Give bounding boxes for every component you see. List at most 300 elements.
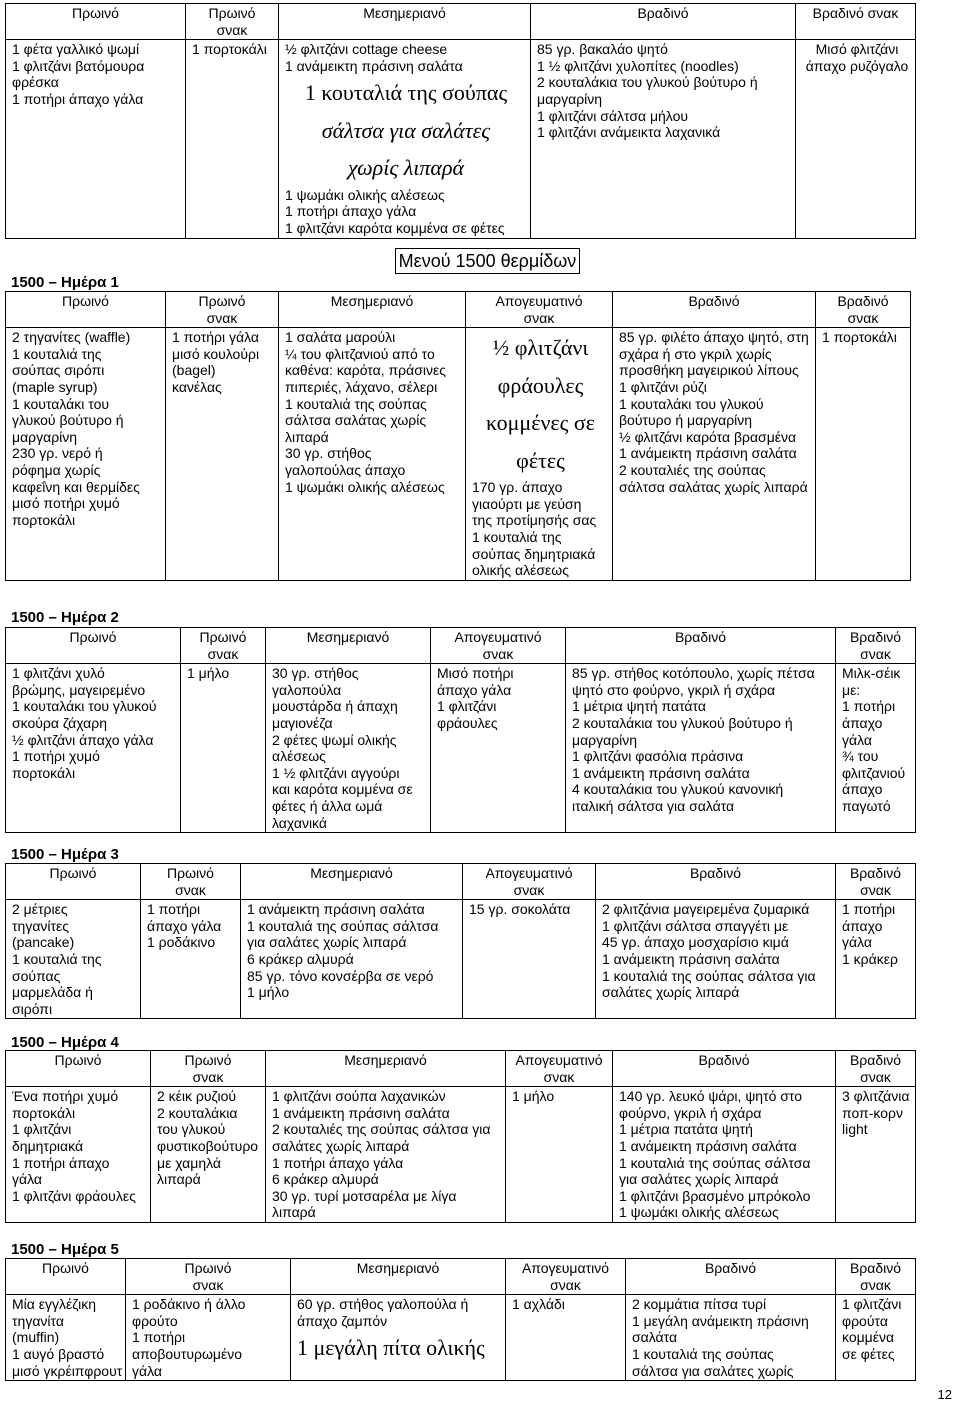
meal-cell-evening-snack xyxy=(836,1087,916,1223)
column-header-label: Πρωινό xyxy=(199,629,247,645)
column-header-label: Πρωινό xyxy=(54,1052,102,1068)
meal-cell-afternoon-snack xyxy=(506,1087,613,1223)
meal-item: 4 κουταλάκια του γλυκού κανονική xyxy=(572,781,784,798)
meal-item: 1 φλιτζάνι σάλτσα σπαγγέτι με xyxy=(602,917,789,934)
meal-cell-dinner xyxy=(613,1087,836,1223)
meal-item: Μισό ποτήρι xyxy=(437,665,514,682)
meal-item: 2 κουταλιές της σούπας σάλτσα για xyxy=(272,1121,491,1138)
meal-item: άπαχο xyxy=(842,781,883,798)
meal-item: 1 ψωμάκι ολικής αλέσεως xyxy=(285,478,445,495)
meal-item: φέτες ή άλλα ωμά xyxy=(272,797,383,814)
column-header-morning-snack xyxy=(126,1259,291,1295)
meal-item: 170 γρ. άπαχο xyxy=(472,479,563,496)
meal-item: πορτοκάλι xyxy=(12,1104,76,1121)
meal-item: 1 κουταλιά της xyxy=(12,345,102,362)
meal-item: του γλυκού xyxy=(157,1121,226,1138)
meal-item: μισό κουλούρι xyxy=(172,345,260,362)
day-heading: 1500 – Ημέρα 5 xyxy=(11,1241,119,1258)
column-header-lunch xyxy=(266,1051,506,1087)
meal-item: σαλάτα xyxy=(632,1329,678,1346)
meal-item: 2 κουταλιές της σούπας xyxy=(619,461,766,478)
meal-item: μουστάρδα ή άπαχη xyxy=(272,698,398,715)
column-header-label: Βραδινό xyxy=(698,1052,750,1068)
column-header-afternoon-snack xyxy=(466,292,613,328)
meal-item: Μιλκ-σέικ xyxy=(842,665,901,682)
column-header-label: σνακ xyxy=(523,309,555,326)
meal-item: καφεΐνη και θερμίδες xyxy=(12,478,140,495)
meal-cell-morning-snack xyxy=(186,40,279,238)
meal-item: ρόφημα χωρίς xyxy=(12,461,101,478)
meals-row xyxy=(6,328,911,581)
column-header-label: Πρωινό xyxy=(72,5,119,21)
column-header-label: Μεσημεριανό xyxy=(330,293,414,309)
meal-item: 1 φλιτζάνι καρότα κομμένα σε φέτες xyxy=(285,220,505,237)
meal-item: 1 σαλάτα μαρούλι xyxy=(285,329,396,346)
meals-row xyxy=(6,900,916,1019)
column-header-lunch xyxy=(266,628,431,664)
meal-item: 2 τηγανίτες (waffle) xyxy=(12,329,131,346)
meal-item: 1 ψωμάκι ολικής αλέσεως xyxy=(619,1204,779,1221)
meal-item: 1 μεγάλη ανάμεικτη πράσινη xyxy=(632,1312,809,1329)
column-header-label: Μεσημεριανό xyxy=(356,1260,440,1276)
header-row xyxy=(6,628,916,664)
meal-cell-morning-snack xyxy=(141,900,241,1019)
column-header-label: Μεσημεριανό xyxy=(344,1052,427,1068)
meal-item: σαλάτες χωρίς λιπαρά xyxy=(602,984,740,1001)
meal-item: 2 κουταλάκια του γλυκού βούτυρο ή xyxy=(572,714,793,731)
meal-item: σιρόπι xyxy=(12,1000,53,1017)
meal-item: Ένα ποτήρι χυμό xyxy=(12,1088,119,1105)
meal-item: άπαχο ρυζόγαλο xyxy=(805,57,909,74)
meal-cell-breakfast xyxy=(6,664,181,833)
column-header-label: σνακ xyxy=(192,1068,224,1085)
meal-cell-afternoon-snack xyxy=(431,664,566,833)
meal-item: 1 κουταλάκι του xyxy=(12,395,110,412)
column-header-evening-snack xyxy=(836,1259,916,1295)
meal-item: γαλοπούλα xyxy=(272,681,342,698)
column-header-label: σνακ xyxy=(513,881,545,898)
column-header-label: σνακ xyxy=(860,1068,891,1085)
meal-item: 1 ανάμεικτη πράσινη σαλάτα xyxy=(619,1137,797,1154)
meal-item: 1 ανάμεικτη πράσινη σαλάτα xyxy=(247,901,425,918)
meal-item: τηγανίτες xyxy=(12,917,70,934)
meal-item: 1 ποτήρι xyxy=(132,1329,186,1346)
meal-item: light xyxy=(842,1121,868,1138)
meal-cell-breakfast xyxy=(6,328,166,581)
meal-item: καθένα: καρότα, πράσινες xyxy=(285,362,446,379)
column-header-evening-snack xyxy=(836,864,916,900)
column-header-afternoon-snack xyxy=(431,628,566,664)
meal-item: φρούτο xyxy=(132,1312,178,1329)
meal-cell-morning-snack xyxy=(181,664,266,833)
meal-item: 1 κουταλιά της σούπας σάλτσα xyxy=(247,917,439,934)
meal-item: 1 ανάμεικτη πράσινη σαλάτα xyxy=(619,445,797,462)
meal-item: 1 κράκερ xyxy=(842,950,898,967)
meal-item: φυστικοβούτυρο xyxy=(157,1137,259,1154)
meal-item: 1 ροδάκινο ή άλλο xyxy=(132,1296,246,1313)
column-header-label: σνακ xyxy=(206,309,238,326)
meal-item: 1 πορτοκάλι xyxy=(192,41,267,58)
meal-item: (pancake) xyxy=(12,934,75,951)
header-row xyxy=(6,1259,916,1295)
meal-item: βρώμης, μαγειρεμένο xyxy=(12,681,146,698)
meal-item: 1 ανάμεικτη πράσινη σαλάτα xyxy=(272,1104,450,1121)
continued-day-section xyxy=(5,3,916,239)
meal-item: 1 κουταλιά της σούπας xyxy=(285,395,427,412)
meal-item: 2 φλιτζάνια μαγειρεμένα ζυμαρικά xyxy=(602,901,810,918)
meal-item: 1 ποτήρι xyxy=(842,901,896,918)
meal-cell-dinner xyxy=(626,1295,836,1381)
meal-item: σούπας σιρόπι xyxy=(12,362,105,379)
meal-cell-lunch xyxy=(279,40,531,238)
meal-cell-lunch xyxy=(266,664,431,833)
day-heading: 1500 – Ημέρα 3 xyxy=(11,846,119,863)
meal-item: 1 μήλο xyxy=(247,984,290,1001)
meal-item: γάλα xyxy=(12,1171,42,1188)
meal-item: μισό ποτήρι χυμό xyxy=(12,495,120,512)
column-header-label: Απογευματινό xyxy=(454,629,542,645)
meal-item: 1 μέτρια ψητή πατάτα xyxy=(572,698,706,715)
meal-cell-lunch xyxy=(266,1087,506,1223)
meal-table xyxy=(5,1050,916,1223)
meal-item: 1 ποτήρι άπαχο γάλα xyxy=(12,90,144,107)
column-header-breakfast xyxy=(6,1259,126,1295)
day-1-section xyxy=(5,291,911,581)
meal-item: λιπαρά xyxy=(272,1204,316,1221)
meal-item: φρέσκα xyxy=(12,74,59,91)
day-heading: 1500 – Ημέρα 1 xyxy=(11,274,119,291)
column-header-breakfast xyxy=(6,1051,151,1087)
meal-item: 1 αχλάδι xyxy=(512,1296,565,1313)
column-header-dinner xyxy=(613,1051,836,1087)
column-header-label: σνακ xyxy=(482,645,514,662)
table-body xyxy=(6,864,916,1019)
meal-cell-evening-snack xyxy=(836,664,916,833)
meal-item: 1 ποτήρι άπαχο γάλα xyxy=(285,203,417,220)
column-header-label: Πρωινό xyxy=(198,293,246,309)
meal-item: φράουλες xyxy=(437,714,498,731)
meal-item: 15 γρ. σοκολάτα xyxy=(469,901,571,918)
column-header-label: Βραδινό xyxy=(674,629,727,645)
meal-item: σαλάτες χωρίς λιπαρά xyxy=(272,1137,410,1154)
meal-item: ¼ του φλιτζανιού από το xyxy=(285,345,435,362)
meal-item: ½ φλιτζάνι καρότα βρασμένα xyxy=(619,428,797,445)
meal-item: χωρίς λιπαρά xyxy=(347,155,465,181)
meal-item: 1 κουταλιά της σούπας σάλτσα για xyxy=(602,967,816,984)
page-number: 12 xyxy=(937,1387,952,1402)
meal-item: 1 φέτα γαλλικό ψωμί xyxy=(12,41,140,58)
meal-item: σούπας xyxy=(12,967,61,984)
meal-cell-evening-snack xyxy=(796,40,916,238)
meal-item: (bagel) xyxy=(172,362,216,379)
column-header-label: Βραδινό xyxy=(849,1260,902,1276)
column-header-label: Μεσημεριανό xyxy=(306,629,390,645)
meal-item: για σαλάτες χωρίς λιπαρά xyxy=(247,934,407,951)
meal-item: 1 φλιτζάνι ρύζι xyxy=(619,378,707,395)
meal-item: 1 ποτήρι άπαχο γάλα xyxy=(272,1154,404,1171)
meal-cell-morning-snack xyxy=(151,1087,266,1223)
meal-item: 2 κομμάτια πίτσα τυρί xyxy=(632,1296,767,1313)
column-header-label: Βραδινό xyxy=(704,1260,757,1276)
meal-item: 230 γρ. νερό ή xyxy=(12,445,103,462)
column-header-lunch xyxy=(279,292,466,328)
column-header-label: σνακ xyxy=(216,21,248,38)
day-5-section xyxy=(5,1258,916,1381)
meal-item: της προτίμησής σας xyxy=(472,512,597,529)
meal-item: κομμένες σε xyxy=(486,410,595,436)
column-header-afternoon-snack xyxy=(506,1051,613,1087)
column-header-morning-snack xyxy=(186,4,279,40)
day-2-section xyxy=(5,627,916,833)
column-header-morning-snack xyxy=(141,864,241,900)
meal-cell-dinner xyxy=(531,40,796,238)
column-header-label: Βραδινό xyxy=(849,629,902,645)
meal-item: φέτες xyxy=(516,447,565,473)
meal-cell-dinner xyxy=(596,900,836,1019)
meal-item: άπαχο xyxy=(842,917,883,934)
meals-row xyxy=(6,1087,916,1223)
meal-item: 1 μήλο xyxy=(187,665,230,682)
column-header-label: Βραδινό xyxy=(688,293,740,309)
column-header-label: Πρωινό xyxy=(184,1260,232,1276)
meal-cell-morning-snack xyxy=(126,1295,291,1381)
meal-cell-afternoon-snack xyxy=(506,1295,626,1381)
meal-item: και καρότα κομμένα σε xyxy=(272,781,413,798)
meal-item: 30 γρ. στήθος xyxy=(285,445,372,462)
meal-item: γαλοπούλας άπαχο xyxy=(285,461,406,478)
meal-item: μαργαρίνη xyxy=(12,428,78,445)
meal-item: τηγανίτα xyxy=(12,1312,64,1329)
column-header-evening-snack xyxy=(836,628,916,664)
meal-item: γιαούρτι με γεύση xyxy=(472,495,582,512)
meals-row xyxy=(6,1295,916,1381)
column-header-label: Απογευματινό xyxy=(485,865,573,881)
meal-item: 2 φέτες ψωμί ολικής xyxy=(272,731,397,748)
meal-item: 1 φλιτζάνι φράουλες xyxy=(12,1187,136,1204)
column-header-evening-snack xyxy=(796,4,916,40)
meal-item: 1 φλιτζάνι xyxy=(842,1296,902,1313)
meal-item: 1 κουταλιά της σούπας xyxy=(304,80,508,106)
meal-item: 1 κουταλιά της σούπας xyxy=(632,1345,774,1362)
meal-item: μαγιονέζα xyxy=(272,714,333,731)
meal-item: 30 γρ. στήθος xyxy=(272,665,359,682)
meal-table xyxy=(5,291,911,581)
meal-cell-dinner xyxy=(566,664,836,833)
meal-cell-dinner xyxy=(613,328,816,581)
meal-item: σούπας δημητριακά xyxy=(472,545,596,562)
meal-item: 1 ψωμάκι ολικής αλέσεως xyxy=(285,186,445,203)
meal-item: ½ φλιτζάνι άπαχο γάλα xyxy=(12,731,154,748)
column-header-label: Βραδινό xyxy=(637,5,689,21)
meal-item: 1 ποτήρι γάλα xyxy=(172,329,259,346)
meal-table xyxy=(5,627,916,833)
meal-item: παγωτό xyxy=(842,797,891,814)
header-row xyxy=(6,864,916,900)
meal-item: Μισό φλιτζάνι xyxy=(815,41,899,58)
column-header-label: Πρωινό xyxy=(62,293,109,309)
meal-item: σάλτσα σαλάτας χωρίς λιπαρά xyxy=(619,478,808,495)
column-header-dinner xyxy=(626,1259,836,1295)
meal-cell-afternoon-snack xyxy=(463,900,596,1019)
column-header-morning-snack xyxy=(151,1051,266,1087)
meal-item: 1 φλιτζάνι σάλτσα μήλου xyxy=(537,107,689,124)
meal-item: φλιτζανιού xyxy=(842,764,906,781)
meal-item: ιταλική σάλτσα για σαλάτα xyxy=(572,797,735,814)
meal-item: 1 φλιτζάνι xyxy=(12,1121,72,1138)
meal-cell-lunch xyxy=(291,1295,506,1381)
column-header-label: σνακ xyxy=(860,1276,891,1293)
column-header-label: Πρωινό xyxy=(69,629,117,645)
column-header-label: σνακ xyxy=(543,1068,575,1085)
column-header-label: Απογευματινό xyxy=(495,293,583,309)
meal-item: λιπαρά xyxy=(157,1171,201,1188)
meal-item: 1 κουταλιά της σούπας σάλτσα xyxy=(619,1154,811,1171)
meal-item: φράουλες xyxy=(497,372,584,398)
meal-item: 1 φλιτζάνι βατόμουρα xyxy=(12,57,145,74)
column-header-label: σνακ xyxy=(207,645,239,662)
column-header-label: Πρωινό xyxy=(42,1260,89,1276)
column-header-afternoon-snack xyxy=(463,864,596,900)
column-header-label: Μεσημεριανό xyxy=(310,865,393,881)
meal-item: 60 γρ. στήθος γαλοπούλα ή xyxy=(297,1296,469,1313)
meal-cell-breakfast xyxy=(6,40,186,238)
table-body xyxy=(6,1259,916,1381)
table-body xyxy=(6,628,916,833)
meal-item: γάλα xyxy=(132,1362,162,1379)
meal-item: 85 γρ. στήθος κοτόπουλο, χωρίς πέτσα xyxy=(572,665,815,682)
meal-item: 1 ποτήρι xyxy=(147,901,201,918)
meal-item: 1 ανάμεικτη πράσινη σαλάτα xyxy=(602,950,780,967)
column-header-label: σνακ xyxy=(175,881,206,898)
meal-item: 2 κέικ ρυζιού xyxy=(157,1088,237,1105)
column-header-dinner xyxy=(613,292,816,328)
meal-item: 2 μέτριες xyxy=(12,901,68,918)
meal-item: σάλτσα για σαλάτες xyxy=(321,117,491,143)
meal-item: δημητριακά xyxy=(12,1137,84,1154)
header-row xyxy=(6,4,916,40)
meal-table xyxy=(5,1258,916,1381)
meal-item: 85 γρ. τόνο κονσέρβα σε νερό xyxy=(247,967,434,984)
table-body xyxy=(6,292,911,581)
column-header-lunch xyxy=(241,864,463,900)
column-header-label: Πρωινό xyxy=(167,865,214,881)
meal-item: 1 φλιτζάνι χυλό xyxy=(12,665,105,682)
meal-item: για σαλάτες χωρίς λιπαρά xyxy=(619,1171,779,1188)
meal-item: προσθήκη μαγειρικού λίπους xyxy=(619,362,799,379)
meal-item: με: xyxy=(842,681,861,698)
meal-item: γλυκού βούτυρο ή xyxy=(12,412,124,429)
meal-cell-breakfast xyxy=(6,1295,126,1381)
meal-item: ¾ του xyxy=(842,748,879,765)
column-header-label: Απογευματινό xyxy=(515,1052,603,1068)
meal-item: 30 γρ. τυρί μοτσαρέλα με λίγα xyxy=(272,1187,457,1204)
column-header-dinner xyxy=(531,4,796,40)
meal-item: γάλα xyxy=(842,731,872,748)
meal-item: αποβουτυρωμένο xyxy=(132,1345,243,1362)
column-header-evening-snack xyxy=(836,1051,916,1087)
meal-item: σκούρα ζάχαρη xyxy=(12,714,108,731)
column-header-dinner xyxy=(566,628,836,664)
meal-item: 1 κουταλιά της xyxy=(472,528,562,545)
meal-item: μαρμελάδα ή xyxy=(12,984,93,1001)
day-4-section xyxy=(5,1050,916,1223)
table-body xyxy=(6,1051,916,1223)
meal-item: 1 μεγάλη πίτα ολικής xyxy=(297,1335,485,1361)
meal-cell-morning-snack xyxy=(166,328,279,581)
meal-item: 1 ποτήρι xyxy=(842,698,896,715)
meal-item: 1 ροδάκινο xyxy=(147,934,216,951)
column-header-label: σνακ xyxy=(192,1276,224,1293)
meal-item: βούτυρο ή μαργαρίνη xyxy=(619,412,753,429)
header-row xyxy=(6,1051,916,1087)
meal-item: κομμένα xyxy=(842,1329,895,1346)
meal-item: (maple syrup) xyxy=(12,378,98,395)
meal-item: 45 γρ. άπαχο μοσχαρίσιο κιμά xyxy=(602,934,789,951)
meal-item: αλέσεως xyxy=(272,748,326,765)
meal-item: 6 κράκερ αλμυρά xyxy=(247,950,354,967)
meal-item: ψητό στο φούρνο, γκριλ ή σχάρα xyxy=(572,681,776,698)
column-header-label: Βραδινό xyxy=(849,865,902,881)
meal-item: ½ φλιτζάνι xyxy=(492,335,589,361)
meal-item: μαργαρίνη xyxy=(537,90,603,107)
day-heading: 1500 – Ημέρα 4 xyxy=(11,1034,119,1051)
column-header-breakfast xyxy=(6,864,141,900)
meal-item: κανέλας xyxy=(172,378,222,395)
meal-item: μαργαρίνη xyxy=(572,731,638,748)
day-3-section xyxy=(5,863,916,1019)
meals-row xyxy=(6,664,916,833)
meal-item: 2 κουταλάκια xyxy=(157,1104,238,1121)
column-header-label: Απογευματινό xyxy=(521,1260,610,1276)
meal-item: άπαχο ζαμπόν xyxy=(297,1312,388,1329)
meal-cell-afternoon-snack xyxy=(466,328,613,581)
column-header-lunch xyxy=(279,4,531,40)
meal-item: 1 φλιτζάνι σούπα λαχανικών xyxy=(272,1088,446,1105)
meal-item: 85 γρ. φιλέτο άπαχο ψητό, στη xyxy=(619,329,809,346)
meal-item: 1 φλιτζάνι βρασμένο μπρόκολο xyxy=(619,1187,811,1204)
meal-item: φρούτα xyxy=(842,1312,888,1329)
meal-cell-evening-snack xyxy=(816,328,911,581)
column-header-label: Βραδινό xyxy=(849,1052,902,1068)
meal-item: με χαμηλά xyxy=(157,1154,221,1171)
table-body xyxy=(6,4,916,239)
meal-item: 1 ανάμεικτη πράσινη σαλάτα xyxy=(572,764,750,781)
meal-item: 140 γρ. λευκό ψάρι, ψητό στο xyxy=(619,1088,803,1105)
column-header-label: Μεσημεριανό xyxy=(363,5,446,21)
column-header-evening-snack xyxy=(816,292,911,328)
meal-table xyxy=(5,3,916,239)
column-header-morning-snack xyxy=(181,628,266,664)
column-header-label: Βραδινό xyxy=(837,293,889,309)
meal-item: 1 κουταλιά της xyxy=(12,950,102,967)
column-header-label: σνακ xyxy=(860,881,891,898)
meal-item: άπαχο xyxy=(842,714,883,731)
meal-item: 1 μέτρια πατάτα ψητή xyxy=(619,1121,753,1138)
meal-item: 1 ανάμεικτη πράσινη σαλάτα xyxy=(285,57,463,74)
meal-item: γάλα xyxy=(842,934,872,951)
column-header-lunch xyxy=(291,1259,506,1295)
meal-item: φούρνο, γκριλ ή σχάρα xyxy=(619,1104,762,1121)
meal-item: 1 ½ φλιτζάνι αγγούρι xyxy=(272,764,400,781)
meal-item: άπαχο γάλα xyxy=(147,917,222,934)
column-header-label: Πρωινό xyxy=(49,865,97,881)
column-header-morning-snack xyxy=(166,292,279,328)
meal-cell-evening-snack xyxy=(836,1295,916,1381)
meal-item: σάλτσα για σαλάτες χωρίς xyxy=(632,1362,794,1379)
meal-item: 1 φλιτζάνι ανάμεικτα λαχανικά xyxy=(537,124,721,141)
column-header-breakfast xyxy=(6,292,166,328)
meal-item: ½ φλιτζάνι cottage cheese xyxy=(285,41,448,58)
